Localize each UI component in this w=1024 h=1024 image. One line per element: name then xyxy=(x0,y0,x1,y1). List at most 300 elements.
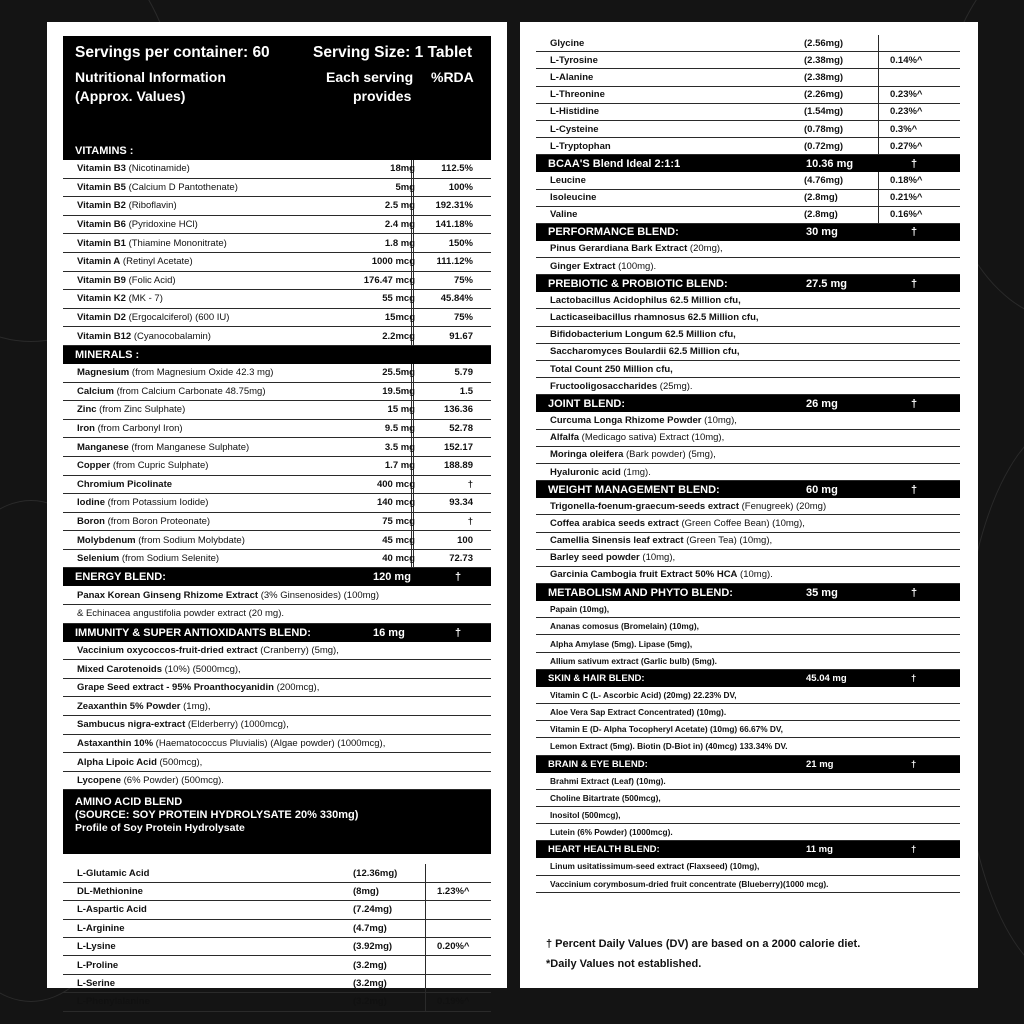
nutrient-name xyxy=(63,293,163,304)
nutrient-source: (20mg), xyxy=(687,243,723,255)
nutrient-source: (Ergocalciferol) (600 IU) xyxy=(125,312,230,324)
nutrient-rda: 152.17 xyxy=(443,441,473,453)
section-title: BCAA'S Blend Ideal 2:1:1 xyxy=(548,157,681,170)
nutrient-row xyxy=(536,430,960,447)
nutrient-rda: 100% xyxy=(448,181,473,193)
nutrient-name xyxy=(536,243,723,254)
nutrient-row xyxy=(536,773,960,790)
section-title: ENERGY BLEND: xyxy=(75,571,166,584)
nutrient-name-bold: Brahmi Extract (Leaf) (10mg). xyxy=(550,775,666,786)
blend-section-header xyxy=(536,481,960,498)
nutrient-source: (Folic Acid) xyxy=(125,274,176,286)
nutrient-name-bold: Chromium Picolinate xyxy=(77,478,173,490)
nutrient-name xyxy=(63,535,245,546)
nutrient-row xyxy=(536,309,960,326)
nutrient-name-bold: Allium sativum extract (Garlic bulb) (5mg). xyxy=(550,655,717,666)
nutrient-name-bold: Inositol (500mcg), xyxy=(550,810,621,821)
nutrient-name xyxy=(63,312,229,323)
nutrient-row xyxy=(63,586,491,605)
nutrient-source: (Nicotinamide) xyxy=(125,163,190,175)
amino-acid-row xyxy=(536,69,960,86)
nutrient-row xyxy=(63,383,491,402)
nutrient-name-bold: Bifidobacterium Longum 62.5 Million cfu, xyxy=(550,329,736,341)
blend-section-header xyxy=(536,584,960,601)
amino-acid-amount: (7.24mg) xyxy=(353,904,393,916)
nutrient-rda: † xyxy=(467,515,473,527)
nutrient-row xyxy=(63,160,491,179)
amino-acid-rda: 0.23%^ xyxy=(890,89,923,101)
column-divider xyxy=(878,35,879,51)
nutrient-row xyxy=(536,464,960,481)
nutrient-name xyxy=(536,690,737,700)
amino-title: AMINO ACID BLEND xyxy=(75,796,183,809)
nutrient-name-bold: Grape Seed extract - 95% Proanthocyanidin xyxy=(77,682,274,694)
nutrient-name xyxy=(63,608,284,619)
amino-acid-amount: (4.7mg) xyxy=(353,922,387,934)
nutrient-row xyxy=(63,438,491,457)
nutrient-name-bold: Selenium xyxy=(77,553,120,565)
nutrient-row xyxy=(63,550,491,569)
section-dagger: † xyxy=(911,483,918,496)
amino-acid-amount: (2.56mg) xyxy=(804,37,844,49)
amino-acid-name: L-Threonine xyxy=(550,89,605,101)
amino-acid-row xyxy=(536,52,960,69)
nutrient-name xyxy=(63,404,185,415)
section-amount: 35 mg xyxy=(806,586,838,599)
blend-section-header xyxy=(536,841,960,858)
column-divider xyxy=(425,901,426,918)
nutrient-name-bold: Fructooligosaccharides xyxy=(550,380,658,392)
nutrient-name xyxy=(63,163,190,174)
nutrient-row xyxy=(536,687,960,704)
nutrient-rda: 52.78 xyxy=(449,423,473,435)
spacer xyxy=(63,854,491,864)
nutrient-row xyxy=(63,216,491,235)
nutrient-row xyxy=(536,447,960,464)
amino-acid-rda: 0.20%^ xyxy=(437,941,470,953)
column-divider xyxy=(425,938,426,955)
nutrient-row xyxy=(63,697,491,716)
amino-acid-name: DL-Methionine xyxy=(77,885,143,897)
nutrient-name-bold: Pinus Gerardiana Bark Extract xyxy=(550,243,688,255)
nutrient-source: (Bark powder) (5mg), xyxy=(623,449,716,461)
nutrient-name-bold: Ananas comosus (Bromelain) (10mg), xyxy=(550,621,699,632)
nutrient-name xyxy=(63,775,224,786)
nutrient-source: (Fenugreek) (20mg) xyxy=(739,500,827,512)
nutrient-name-bold: Vitamin B9 xyxy=(77,274,126,286)
nutrient-source: (from Sodium Molybdate) xyxy=(135,534,245,546)
nutrient-source: (Medicago sativa) Extract (10mg), xyxy=(579,432,725,444)
section-amount: 21 mg xyxy=(806,758,834,770)
approx-values-label: (Approx. Values) xyxy=(75,88,186,104)
nutrient-row xyxy=(63,179,491,198)
section-dagger: † xyxy=(455,626,462,639)
nutrient-name xyxy=(63,442,249,453)
nutrient-name xyxy=(63,497,208,508)
nutrient-name-bold: Vaccinium oxycoccos-fruit-dried extract xyxy=(77,644,258,656)
amino-acid-row xyxy=(63,993,491,1011)
nutrient-rda: 192.31% xyxy=(435,200,473,212)
amino-acid-name: L-Alanine xyxy=(550,71,594,83)
amino-acid-rda: 0.21%^ xyxy=(890,192,923,204)
nutrient-rda: 111.12% xyxy=(436,256,473,268)
nutrient-name-bold: Copper xyxy=(77,460,111,472)
amino-acid-name: L-Tryptophan xyxy=(550,140,611,152)
nutrient-name xyxy=(536,449,716,460)
amino-acid-row xyxy=(63,920,491,938)
footnote-not-established: *Daily Values not established. xyxy=(546,958,702,970)
section-amount: 60 mg xyxy=(806,483,838,496)
nutrient-name-bold: Astaxanthin 10% xyxy=(77,737,154,749)
nutrient-name-bold: Vitamin B12 xyxy=(77,330,132,342)
nutrient-row xyxy=(536,327,960,344)
nutrient-name-bold: Zinc xyxy=(77,404,97,416)
amino-acid-name: L-Lysine xyxy=(77,941,116,953)
nutrient-amount: 140 mcg xyxy=(376,497,415,509)
section-dagger: † xyxy=(911,397,918,410)
nutrient-name xyxy=(536,707,726,717)
nutrient-name xyxy=(536,312,759,323)
nutrient-name xyxy=(63,256,193,267)
column-divider xyxy=(878,121,879,137)
amino-acid-amount: (1.54mg) xyxy=(804,106,844,118)
section-dagger: † xyxy=(911,157,918,170)
nutrient-name-bold: Vitamin B1 xyxy=(77,237,126,249)
nutrient-source: (25mg). xyxy=(657,380,693,392)
nutrient-row xyxy=(536,361,960,378)
nutrient-row xyxy=(63,457,491,476)
column-divider xyxy=(878,104,879,120)
blend-section-header xyxy=(63,568,491,586)
nutrient-name xyxy=(536,639,692,649)
nutrient-name-bold: Alpha Lipoic Acid xyxy=(77,756,157,768)
section-title: VITAMINS : xyxy=(75,145,134,157)
amino-acid-amount: (4.76mg) xyxy=(804,174,844,186)
nutrient-source: (1mg), xyxy=(180,700,211,712)
nutrient-name-bold: Curcuma Longa Rhizome Powder xyxy=(550,414,702,426)
left-label-panel xyxy=(47,22,507,1008)
nutrient-rda: † xyxy=(467,478,473,490)
nutrient-name xyxy=(536,879,828,889)
amino-acid-name: L-Proline xyxy=(77,959,119,971)
nutrient-name-bold: Calcium xyxy=(77,385,114,397)
nutrient-source: (3% Ginsenosides) (100mg) xyxy=(258,589,380,601)
nutrient-source: (Cyanocobalamin) xyxy=(131,330,211,342)
nutrient-source: (from Boron Proteonate) xyxy=(104,515,211,527)
nutrient-name xyxy=(63,479,172,490)
nutrient-row xyxy=(536,790,960,807)
nutrient-name xyxy=(63,645,339,656)
amino-acid-row xyxy=(536,104,960,121)
nutrient-name-bold: Vitamin A xyxy=(77,256,121,268)
blend-section-header xyxy=(63,142,491,160)
amino-acid-name: L-Tyrosine xyxy=(550,54,598,66)
nutrient-name-bold: Choline Bitartrate (500mcg), xyxy=(550,792,661,803)
nutrient-name xyxy=(536,261,656,272)
nutrient-source: (10mg), xyxy=(701,414,737,426)
nutrient-name xyxy=(536,569,773,580)
amino-acid-rda: 0.23%^ xyxy=(890,106,923,118)
nutrient-name xyxy=(63,738,385,749)
amino-acid-blend-header xyxy=(63,790,491,854)
nutrient-source: (from Manganese Sulphate) xyxy=(128,441,250,453)
blend-section-header xyxy=(536,756,960,773)
column-divider xyxy=(878,69,879,85)
nutrient-name xyxy=(63,238,227,249)
blend-section-header xyxy=(63,346,491,364)
nutrient-name-bold: Total Count 250 Million cfu, xyxy=(550,363,673,375)
section-amount: 10.36 mg xyxy=(806,157,854,170)
amino-acid-amount: (8mg) xyxy=(353,885,379,897)
nutrient-source: (10mg). xyxy=(737,569,773,581)
section-title: JOINT BLEND: xyxy=(548,397,625,410)
nutrient-name-bold: Alpha Amylase (5mg). Lipase (5mg), xyxy=(550,638,693,649)
nutrient-name xyxy=(536,364,673,375)
column-divider xyxy=(878,207,879,223)
nutrient-row xyxy=(536,876,960,893)
nutrient-amount: 1000 mcg xyxy=(371,256,415,268)
section-dagger: † xyxy=(911,586,918,599)
nutrient-name xyxy=(536,861,759,871)
nutrient-row xyxy=(63,494,491,513)
amino-source: (SOURCE: SOY PROTEIN HYDROLYSATE 20% 330mg) xyxy=(75,809,359,822)
nutrient-name xyxy=(63,553,219,564)
nutrient-name xyxy=(536,467,651,478)
amino-acid-amount: (3.2mg) xyxy=(353,977,387,989)
column-divider xyxy=(425,883,426,900)
nutrient-name xyxy=(536,776,666,786)
nutrient-name-bold: Aloe Vera Sap Extract Concentrated) (10mg). xyxy=(550,707,727,718)
nutrient-rda: 1.5 xyxy=(459,385,473,397)
nutrient-name xyxy=(536,518,805,529)
section-amount: 27.5 mg xyxy=(806,277,847,290)
servings-per-container: Servings per container: 60 xyxy=(75,44,270,61)
nutrient-name xyxy=(63,590,379,601)
nutrient-name-bold: Vitamin B6 xyxy=(77,219,126,231)
section-title: IMMUNITY & SUPER ANTIOXIDANTS BLEND: xyxy=(75,626,311,639)
nutrient-row xyxy=(63,753,491,772)
nutrient-row xyxy=(63,420,491,439)
nutrient-name xyxy=(536,793,661,803)
section-title: WEIGHT MANAGEMENT BLEND: xyxy=(548,483,720,496)
nutrient-name xyxy=(536,381,693,392)
nutrient-source: (10mg), xyxy=(639,552,676,564)
amino-acid-name: Glycine xyxy=(550,37,585,49)
nutrient-amount: 55 mcg xyxy=(382,293,415,305)
nutrient-name xyxy=(63,386,266,397)
nutrient-name-bold: Saccharomyces Boulardii 62.5 Million cfu, xyxy=(550,346,740,358)
nutrient-name xyxy=(536,604,609,614)
nutrient-name-bold: Molybdenum xyxy=(77,534,136,546)
nutrient-name xyxy=(536,810,621,820)
nutrient-name-bold: Magnesium xyxy=(77,367,130,379)
nutrient-name-bold: Manganese xyxy=(77,441,129,453)
amino-acid-name: Leucine xyxy=(550,174,586,186)
nutrient-name-bold: Coffea arabica seeds extract xyxy=(550,517,679,529)
nutrient-source: (1mg). xyxy=(620,466,651,478)
amino-rows xyxy=(63,864,491,1011)
nutrient-row xyxy=(63,401,491,420)
nutrient-source: (Retinyl Acetate) xyxy=(120,256,193,268)
nutrient-row xyxy=(536,515,960,532)
amino-acid-amount: (3.2mg) xyxy=(353,996,387,1008)
nutrient-source: (MK - 7) xyxy=(125,293,163,305)
nutrient-name xyxy=(536,552,675,563)
section-amount: 26 mg xyxy=(806,397,838,410)
nutrient-amount: 25.5mg xyxy=(382,367,415,379)
section-title: SKIN & HAIR BLEND: xyxy=(548,672,645,684)
nutrient-rda: 75% xyxy=(453,312,473,324)
nutrient-source: (Green Coffee Bean) (10mg), xyxy=(678,517,805,529)
amino-acid-name: L-Cysteine xyxy=(550,123,599,135)
nutrient-rda: 136.36 xyxy=(443,404,473,416)
nutrient-source: (Haematococcus Pluvialis) (Algae powder) (1000mcg), xyxy=(153,737,386,749)
amino-acid-rda: 0.27%^ xyxy=(890,140,923,152)
nutrient-row xyxy=(536,653,960,670)
nutrient-amount: 2.2mcg xyxy=(382,330,415,342)
nutrient-row xyxy=(536,344,960,361)
nutrient-source: (Thiamine Mononitrate) xyxy=(125,237,227,249)
nutrient-source: (from Cupric Sulphate) xyxy=(110,460,209,472)
nutrient-row xyxy=(63,679,491,698)
amino-acid-name: Valine xyxy=(550,209,578,221)
nutrient-name-bold: Mixed Carotenoids xyxy=(77,663,162,675)
nutrient-amount: 3.5 mg xyxy=(384,441,415,453)
nutrient-source: (10%) (5000mcg), xyxy=(162,663,241,675)
nutrient-name xyxy=(63,182,238,193)
blend-section-header xyxy=(536,395,960,412)
nutrient-amount: 75 mcg xyxy=(382,515,415,527)
amino-acid-amount: (0.72mg) xyxy=(804,140,844,152)
nutrition-header xyxy=(63,36,491,142)
amino-acid-rda: 0.18%^ xyxy=(890,174,923,186)
nutrient-name xyxy=(63,200,177,211)
nutrient-row xyxy=(63,327,491,346)
nutrient-name xyxy=(536,415,737,426)
nutrient-source: (from Carbonyl Iron) xyxy=(94,423,183,435)
nutrient-name-bold: Linum usitatissimum-seed extract (Flaxseed) (10mg), xyxy=(550,861,760,872)
nutrient-name xyxy=(63,516,210,527)
nutrient-row xyxy=(63,197,491,216)
nutrient-amount: 18mg xyxy=(390,163,415,175)
amino-acid-row xyxy=(63,883,491,901)
nutrient-name-bold: Moringa oleifera xyxy=(550,449,624,461)
amino-acid-name: L-Phenylalanine xyxy=(77,996,150,1008)
amino-acid-row xyxy=(63,864,491,882)
nutrient-row xyxy=(536,704,960,721)
amino-acid-name: L-Serine xyxy=(77,977,116,989)
nutrient-row xyxy=(536,721,960,738)
nutrient-name xyxy=(63,719,289,730)
nutrient-source: (from Zinc Sulphate) xyxy=(96,404,186,416)
nutrient-amount: 5mg xyxy=(395,181,415,193)
nutrient-source: (100mg). xyxy=(615,260,657,272)
nutrient-row xyxy=(536,241,960,258)
nutrient-row xyxy=(536,618,960,635)
nutrient-name-bold: Iodine xyxy=(77,497,105,509)
nutrient-source: (500mcg), xyxy=(156,756,203,768)
section-amount: 120 mg xyxy=(373,571,411,584)
nutrient-amount: 40 mcg xyxy=(382,553,415,565)
nutrient-name xyxy=(63,460,208,471)
nutrient-amount: 9.5 mg xyxy=(384,423,415,435)
nutrient-amount: 2.5 mg xyxy=(384,200,415,212)
nutrient-rda: 45.84% xyxy=(440,293,473,305)
right-rows xyxy=(536,35,960,893)
column-divider xyxy=(878,87,879,103)
nutrient-row xyxy=(63,253,491,272)
amino-acid-rda: 0.16%^ xyxy=(890,209,923,221)
nutrient-name-bold: Vitamin K2 xyxy=(77,293,126,305)
nutrient-rda: 112.5% xyxy=(441,163,473,175)
nutrient-row xyxy=(536,601,960,618)
nutrient-row xyxy=(63,234,491,253)
nutrient-source: (Cranberry) (5mg), xyxy=(257,644,339,656)
nutrient-name xyxy=(536,621,699,631)
nutrient-name-bold: Panax Korean Ginseng Rhizome Extract xyxy=(77,589,259,601)
nutrient-amount: 400 mcg xyxy=(376,478,415,490)
amino-acid-row xyxy=(63,901,491,919)
nutrient-name xyxy=(536,329,736,340)
amino-acid-amount: (2.38mg) xyxy=(804,71,844,83)
nutrient-row xyxy=(63,272,491,291)
nutrient-name-bold: Vitamin E (D- Alpha Tocopheryl Acetate) (10mg) 66.67% DV, xyxy=(550,724,783,735)
column-divider xyxy=(878,190,879,206)
nutrient-name xyxy=(536,432,724,443)
nutrient-source: (Riboflavin) xyxy=(125,200,177,212)
nutrient-name xyxy=(63,423,183,434)
nutrient-name xyxy=(536,295,741,306)
nutrient-rda: 72.73 xyxy=(449,553,473,565)
serving-size: Serving Size: 1 Tablet xyxy=(313,44,473,61)
nutrient-name-bold: Iron xyxy=(77,423,95,435)
nutrient-rda: 100 xyxy=(457,534,473,546)
nutrient-name-bold: Lemon Extract (5mg). Biotin (D-Biot in) (40mcg) 133.34% DV. xyxy=(550,741,788,752)
column-divider xyxy=(425,975,426,992)
nutrient-name xyxy=(536,656,717,666)
section-dagger: † xyxy=(911,277,918,290)
nutrition-info-title: Nutritional Information xyxy=(75,69,226,85)
nutrient-name xyxy=(63,275,176,286)
amino-profile: Profile of Soy Protein Hydrolysate xyxy=(75,822,245,835)
nutrient-row xyxy=(63,476,491,495)
section-title: PERFORMANCE BLEND: xyxy=(548,226,679,239)
nutrient-source: (6% Powder) (500mcg). xyxy=(121,775,224,787)
nutrient-rda: 5.79 xyxy=(454,367,473,379)
nutrient-row xyxy=(536,567,960,584)
nutrient-row xyxy=(63,642,491,661)
nutrient-source: (from Calcium Carbonate 48.75mg) xyxy=(113,385,266,397)
footnote-dv: † Percent Daily Values (DV) are based on a 2000 calorie diet. xyxy=(546,938,861,950)
rda-label: %RDA xyxy=(431,69,474,85)
section-dagger: † xyxy=(455,571,462,584)
nutrient-name-bold: Ginger Extract xyxy=(550,260,616,272)
nutrient-source: & Echinacea angustifolia powder extract (20 mg). xyxy=(77,608,284,620)
nutrient-rda: 188.89 xyxy=(443,460,473,472)
column-divider xyxy=(425,956,426,973)
nutrient-name xyxy=(63,682,319,693)
amino-acid-row xyxy=(536,207,960,224)
nutrient-source: (Calcium D Pantothenate) xyxy=(125,181,238,193)
nutrient-name-bold: Vitamin B2 xyxy=(77,200,126,212)
nutrient-name-bold: Barley seed powder xyxy=(550,552,640,564)
nutrient-name-bold: Zeaxanthin 5% Powder xyxy=(77,700,181,712)
nutrient-row xyxy=(536,378,960,395)
nutrient-row xyxy=(63,364,491,383)
amino-acid-row xyxy=(63,956,491,974)
nutrient-rda: 93.34 xyxy=(449,497,473,509)
amino-acid-rda: 0.14%^ xyxy=(890,54,923,66)
